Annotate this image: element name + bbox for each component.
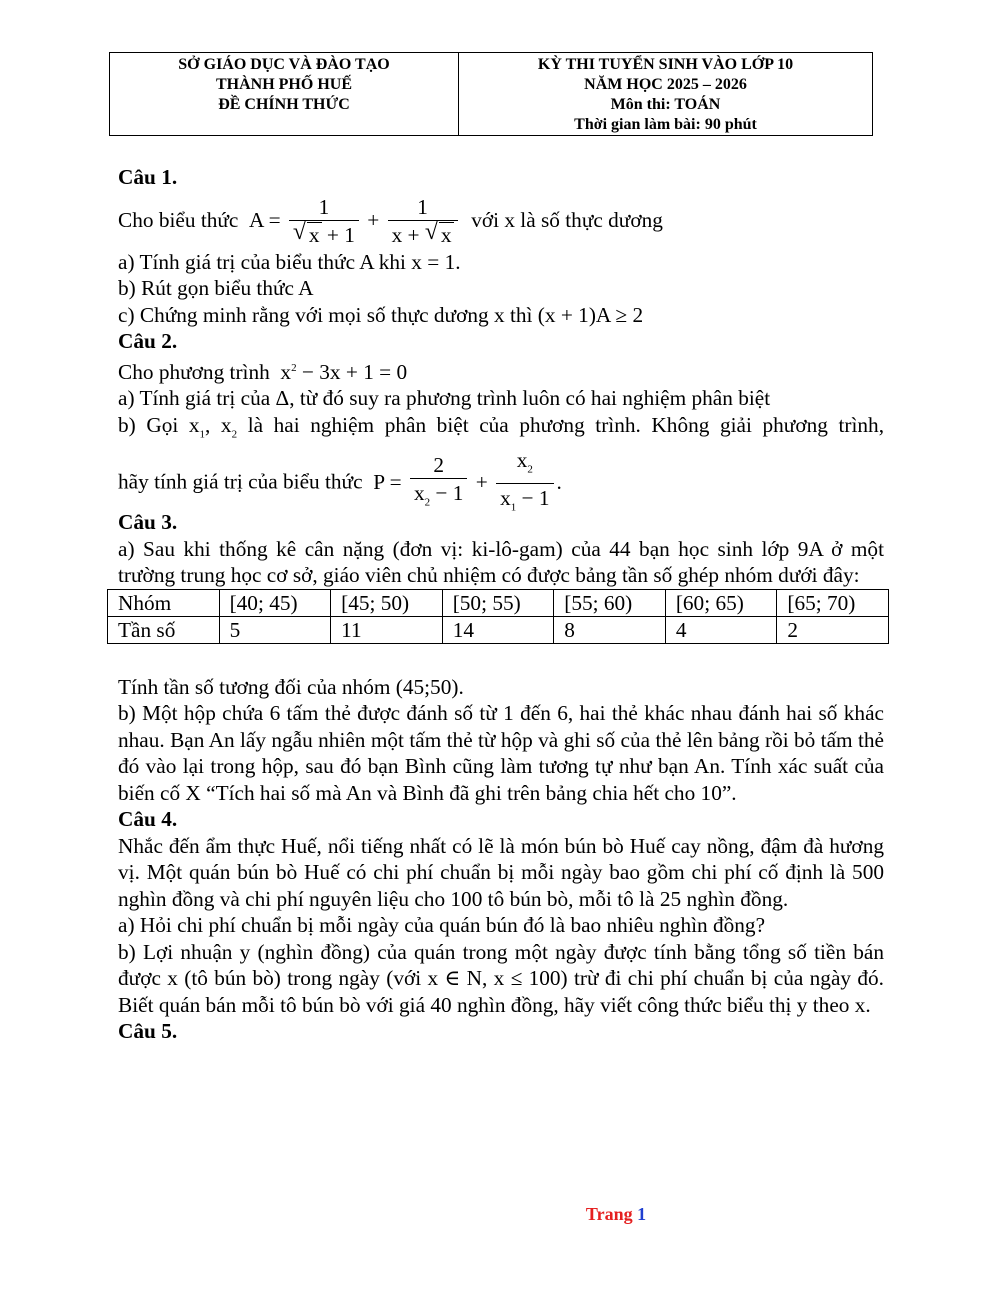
table-cell: 11 <box>331 616 443 643</box>
table-row <box>108 589 889 616</box>
table-header-cell: Nhóm <box>108 589 220 616</box>
table-cell: [40; 45) <box>219 589 331 616</box>
q3-part-a-question: Tính tần số tương đối của nhóm (45;50). <box>118 674 464 699</box>
q2-equation: $x^2 - 3x + 1 = 0$ <box>275 359 408 384</box>
exam-name: KỲ THI TUYỂN SINH VÀO LỚP 10 <box>537 56 794 73</box>
table-cell: 2 <box>777 616 889 643</box>
q1-part-b: b) Rút gọn biểu thức A <box>118 276 314 300</box>
q4-title: Câu 4. <box>118 807 178 832</box>
q1-intro: Cho biểu thức A = 1 √ x + 1 + 1 x + √ x với x là số thực dương <box>118 195 663 248</box>
table-cell: 14 <box>442 616 554 643</box>
table-cell: [50; 55) <box>442 589 554 616</box>
duration: Thời gian làm bài: 90 phút <box>574 116 757 133</box>
q1-expression: A = 1 √ x + 1 + 1 x + √ x <box>244 208 466 232</box>
table-cell: [45; 50) <box>331 589 443 616</box>
official-label: ĐỀ CHÍNH THỨC <box>218 96 350 113</box>
table-cell: 8 <box>554 616 666 643</box>
q2-intro: Cho phương trình $x^2 - 3x + 1 = 0$ <box>118 359 408 384</box>
subject: Môn thi: TOÁN <box>610 96 721 113</box>
page-footer <box>0 1204 1000 1225</box>
page-number: 1 <box>637 1204 647 1224</box>
table-cell: [65; 70) <box>777 589 889 616</box>
school-year: NĂM HỌC 2025 – 2026 <box>584 76 747 93</box>
q2-roots: $x_1$, $x_2$ <box>188 412 238 440</box>
q2-title: Câu 2. <box>118 329 178 353</box>
q2-expression-p: P = $\frac{2}{x_2 - 1}$ + $\frac{x_2}{x_1 - 1}$ . <box>368 470 562 494</box>
q3-part-b: b) Một hộp chứa 6 tấm thẻ được đánh số từ 1 đến 6, hai thẻ khác nhau đánh hai số khác nhau. Bạn An lấy ngẫu nhiên một tấm thẻ từ hộp và ghi số của thẻ lên bảng rồi bỏ tấm thẻ đó vào lại trong hộp, sau đó bạn Bình cũng làm tương tự như bạn An. Tính xác suất của biến cố X “Tích hai số mà An và Bình đã ghi trên bảng chia hết cho 10”. <box>118 701 884 805</box>
q1-part-a: a) Tính giá trị của biểu thức A khi x = 1. <box>118 249 461 274</box>
q2-part-b: b) Gọi $x_1$, $x_2$ là hai nghiệm phân biệt của phương trình. Không giải phương trình, <box>118 412 885 440</box>
exam-header <box>109 52 873 136</box>
q2-part-b-expression: hãy tính giá trị của biểu thức P = $\frac{2}{x_2 - 1}$ + $\frac{x_2}{x_1 - 1}$ . <box>118 447 884 509</box>
q1-title: Câu 1. <box>118 165 178 189</box>
q3-title: Câu 3. <box>118 510 178 535</box>
table-cell: [55; 60) <box>554 589 666 616</box>
q4-part-a: a) Hỏi chi phí chuẩn bị mỗi ngày của quán bún đó là bao nhiêu nghìn đồng? <box>118 913 766 938</box>
table-header-cell: Tần số <box>108 616 220 643</box>
q2-fraction-1: $\frac{2}{x_2 - 1}$ <box>410 452 467 516</box>
q5-title: Câu 5. <box>118 1019 178 1044</box>
q1-fraction-1: 1 √ x + 1 <box>289 194 359 249</box>
q2-fraction-2: $\frac{x_2}{x_1 - 1}$ <box>496 447 553 521</box>
table-cell: 4 <box>665 616 777 643</box>
department-name: SỞ GIÁO DỤC VÀ ĐÀO TẠO <box>178 56 390 73</box>
page-label: Trang <box>585 1204 633 1224</box>
frequency-table <box>107 589 889 644</box>
exam-content <box>118 164 884 1045</box>
q4-part-b: b) Lợi nhuận y (nghìn đồng) của quán trong một ngày được tính bằng tổng số tiền bán được x (tô bún bò) trong ngày (với x ∈ N, x ≤ 100) trừ đi chi phí chuẩn bị của ngày đó. Biết quán bán mỗi tô bún bò với giá 40 nghìn đồng, hãy viết công thức biểu thị y theo x. <box>118 939 884 1017</box>
header-left <box>110 53 459 136</box>
q1-part-c: c) Chứng minh rằng với mọi số thực dương x thì (x + 1)A ≥ 2 <box>118 302 644 327</box>
table-cell: 5 <box>219 616 331 643</box>
table-cell: [60; 65) <box>665 589 777 616</box>
header-right <box>459 53 873 136</box>
city-name: THÀNH PHỐ HUẾ <box>215 76 352 93</box>
q3-part-a-intro: a) Sau khi thống kê cân nặng (đơn vị: ki-lô-gam) của 44 bạn học sinh lớp 9A ở một trường trung học cơ sở, giáo viên chủ nhiệm có được bảng tần số ghép nhóm dưới đây: <box>118 536 884 588</box>
q2-part-a: a) Tính giá trị của Δ, từ đó suy ra phương trình luôn có hai nghiệm phân biệt <box>118 386 771 411</box>
q1-fraction-2: 1 x + √ x <box>388 194 458 249</box>
table-row <box>108 616 889 643</box>
q4-intro: Nhắc đến ẩm thực Huế, nổi tiếng nhất có lẽ là món bún bò Huế cay nồng, đậm đà hương vị. Một quán bún bò Huế có chi phí chuẩn bị mỗi ngày bao gồm chi phí cố định là 500 nghìn đồng và chi phí nguyên liệu cho 100 tô bún bò, mỗi tô là 25 nghìn đồng. <box>118 833 884 911</box>
